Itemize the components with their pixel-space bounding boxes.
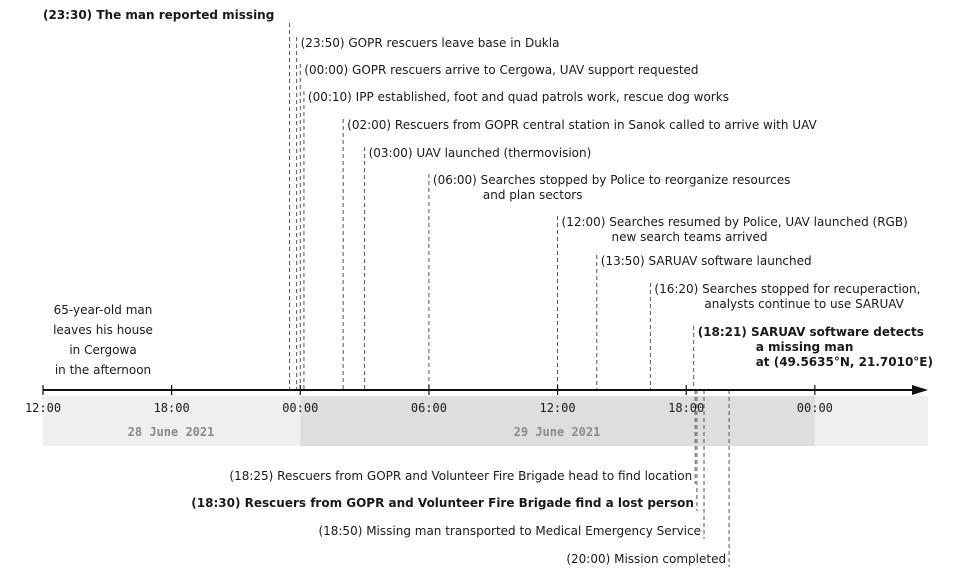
axis-arrowhead bbox=[912, 385, 928, 395]
intro-line: 65-year-old man bbox=[53, 303, 153, 317]
event-label: analysts continue to use SARUAV bbox=[704, 297, 904, 311]
axis-tick-label: 00:00 bbox=[796, 401, 833, 415]
intro-text bbox=[53, 303, 153, 377]
event-label: (18:25) Rescuers from GOPR and Volunteer Fire Brigade head to find location bbox=[229, 469, 693, 483]
intro-line: leaves his house bbox=[53, 323, 153, 337]
events-above-axis bbox=[43, 8, 933, 369]
axis-tick-label: 06:00 bbox=[410, 401, 447, 415]
event-label: new search teams arrived bbox=[611, 230, 768, 244]
event-label: (23:30) The man reported missing bbox=[43, 8, 275, 22]
event-label: (12:00) Searches resumed by Police, UAV launched (RGB) bbox=[561, 215, 908, 229]
event-label: (06:00) Searches stopped by Police to reorganize resources bbox=[432, 173, 791, 187]
event-label: and plan sectors bbox=[482, 188, 583, 202]
axis-tick-label: 18:00 bbox=[153, 401, 190, 415]
axis-tick-label: 12:00 bbox=[24, 401, 62, 415]
axis-tick-label: 12:00 bbox=[539, 401, 576, 415]
event-label: (20:00) Mission completed bbox=[566, 552, 727, 566]
event-label: (18:30) Rescuers from GOPR and Volunteer Fire Brigade find a lost person bbox=[191, 496, 694, 510]
intro-line: in the afternoon bbox=[54, 363, 152, 377]
event-label: (23:50) GOPR rescuers leave base in Dukla bbox=[300, 36, 560, 50]
events-below-axis bbox=[191, 469, 726, 566]
event-label: (13:50) SARUAV software launched bbox=[600, 254, 812, 268]
event-label: (18:21) SARUAV software detects bbox=[697, 325, 924, 339]
event-label: (00:10) IPP established, foot and quad patrols work, rescue dog works bbox=[307, 90, 729, 104]
date-label: 28 June 2021 bbox=[127, 425, 215, 439]
event-label: at (49.5635°N, 21.7010°E) bbox=[755, 355, 933, 369]
event-label: (03:00) UAV launched (thermovision) bbox=[368, 146, 592, 160]
axis-tick-label: 00:00 bbox=[282, 401, 319, 415]
event-label: (18:50) Missing man transported to Medical Emergency Service bbox=[318, 524, 701, 538]
event-label: (02:00) Rescuers from GOPR central station in Sanok called to arrive with UAV bbox=[347, 118, 817, 132]
date-label: 29 June 2021 bbox=[513, 425, 601, 439]
intro-line: in Cergowa bbox=[69, 343, 137, 357]
axis-tick-label: 18:00 bbox=[668, 401, 705, 415]
event-label: (16:20) Searches stopped for recuperaction, bbox=[654, 282, 921, 296]
event-label: (00:00) GOPR rescuers arrive to Cergowa, UAV support requested bbox=[304, 63, 699, 77]
event-label: a missing man bbox=[755, 340, 854, 354]
